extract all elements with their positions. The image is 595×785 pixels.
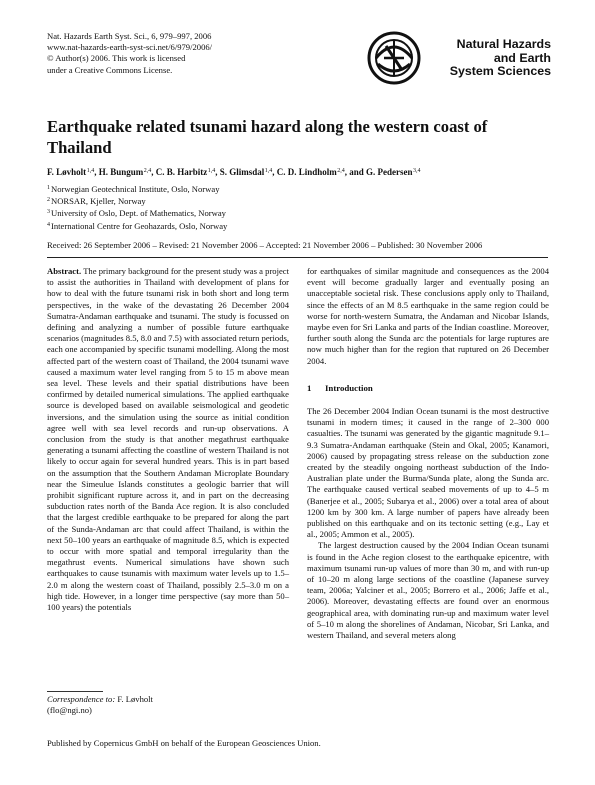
footnote-divider <box>47 691 103 692</box>
publication-dates: Received: 26 September 2006 – Revised: 21 November 2006 – Accepted: 21 November 2006 – Published: 30 November 2006 <box>47 240 483 250</box>
affiliation-list <box>47 183 447 232</box>
left-column <box>47 266 289 613</box>
correspondence-label: Correspondence to: <box>47 694 116 704</box>
license-notice: under a Creative Commons License. <box>47 64 173 75</box>
correspondence-email[interactable]: (flo@ngi.no) <box>47 705 92 716</box>
author: C. B. Harbitz$^{1,4}$ <box>155 167 216 177</box>
abstract-continuation: for earthquakes of similar magnitude and consequences as the 2004 event will become gradually larger and eventually posing an unacceptable societal risk. These conclusions apply only to Thailand, since the effects of an M 8.5 earthquake in the same region could be worse for north-western Sumatra, the Andaman and Nicobar Islands, maybe even for Sri Lanka and parts of the Indian coastline. Moreover, further south along the Sunda arc the potentials for large ruptures are now much higher than for the region that ruptured on 26 December 2004. <box>307 266 549 366</box>
author-list: F. Løvholt$^{1,4}$, H. Bungum$^{2,4}$, C. B. Harbitz$^{1,4}$, S. Glimsdal$^{1,4}$, C. D. Lindholm$^{2,4}$, and G. Pedersen$^{3,4}$ <box>47 167 421 177</box>
abstract-text: The primary background for the present study was a project to assist the authorities in Thailand with development of plans for how to deal with the future tsunami risk in both short and long term perspectives, in the wake of the devastating 26 December 2004 Sumatra-Andaman earthquake and tsunami. The study is focussed on defining and analyzing a number of possible future earthquake scenarios (magnitudes 8.5, 8.0 and 7.5) with associated return periods, each one accompanied by specific tsunami modelling. Along the most affected part of the western coast of Thailand, the 2004 tsunami wave caused a maximum water level ranging from 5 to 15 m above mean sea level. These levels and their spatial distributions have been confirmed by detailed numerical simulations. The applied earthquake source is developed based on available seismological and geodetic inversions, and the simulation using the source as initial condition agree well with sea level records and run-up observations. A conclusion from the study is that another megathrust earthquake generating a tsunami affecting the coastline of western Thailand is not likely to occur again for several hundred years. This is in part based on the assumption that the Southern Andaman Microplate Boundary near the Simeulue Islands constitutes a geologic barrier that will prohibit significant rupture across it, and in part on the decreasing subduction rates north of the Banda Ace region. It is also concluded that the largest credible earthquake to be prepared for along the part of the Sunda-Andaman arc that could affect Thailand, is within the next 50–100 years an earthquake of magnitude 8.5, which is expected to occur with more spatial and temporal irregularity than the megathrust events. Numerical simulations have shown such earthquakes to cause tsunamis with maximum water levels up to 1.5–2.0 m along the western coast of Thailand, possibly 2.5–3.0 m on a high tide. However, in a longer time perspective (say more than 50–100 years) the potentials <box>47 266 290 613</box>
logo-line-2: and Earth <box>493 50 551 65</box>
section-number: 1 <box>307 382 312 393</box>
journal-citation: Nat. Hazards Earth Syst. Sci., 6, 979–997, 2006 <box>47 31 212 41</box>
author: F. Løvholt$^{1,4}$ <box>47 167 95 177</box>
abstract <box>47 266 289 613</box>
affiliation: $^2$NORSAR, Kjeller, Norway <box>47 196 146 207</box>
intro-paragraph-2: The largest destruction caused by the 2004 Indian Ocean tsunami is found in the Ache region closest to the earthquake epicentre, with maximum tsunami run-up values of more than 30 m, and with run-up of 10–20 m along large sections of the coastline (Japanese survey team, 2006a; Yalciner et al., 2005; Borrero et al., 2006; Jaffe et al., 2006). Moreover, devastating effects are found over an enormous geographical area, with dominating run-up and maximum water level of 5–10 m along the shorelines of Andaman, Nicobar, Sri Lanka, and western Thailand, and several meters along <box>307 540 549 641</box>
section-heading <box>307 383 549 394</box>
correspondence-name: F. Løvholt <box>117 694 153 704</box>
affiliation: $^1$Norwegian Geotechnical Institute, Oslo, Norway <box>47 184 220 194</box>
logo-wordmark <box>450 38 551 79</box>
affiliation: $^4$International Centre for Geohazards, Oslo, Norway <box>47 220 228 231</box>
journal-logo <box>366 30 551 88</box>
correspondence-note <box>47 694 153 716</box>
author: C. D. Lindholm$^{2,4}$ <box>276 167 345 177</box>
intro-paragraph-1: The 26 December 2004 Indian Ocean tsunami is the most destructive tsunami in modern times; it caused in the range of 2–300 000 casualties. The tsunami was generated by the gigantic magnitude 9.1–9.3 Sumatra-Andaman earthquake (Stein and Okal, 2005; Kanamori, 2006) caused by propagating stress release on the subduction zone created by the steadily ongoing northeast subduction of the Indo-Australian plate under the Burma/Sunda plate, along the Sunda arc. The earthquake caused vertical seabed movements of up to 4–5 m (Banerjee et al., 2005; Subarya et al., 2006) over a total area of about 1200 km by 300 km. A large number of papers have already been published on this earthquake and on its tectonic setting (e.g., Lay et al., 2005; Ammon et al., 2005). <box>307 406 549 540</box>
nhess-globe-logo-icon <box>366 30 422 86</box>
journal-header <box>47 31 307 76</box>
abstract-label: Abstract. <box>47 266 82 276</box>
copyright-notice: © Author(s) 2006. This work is licensed <box>47 53 186 64</box>
section-title: Introduction <box>325 382 373 393</box>
logo-line-1: Natural Hazards <box>456 37 551 51</box>
author: H. Bungum$^{2,4}$ <box>98 167 152 177</box>
paper-title: Earthquake related tsunami hazard along the western coast of Thailand <box>47 117 488 157</box>
journal-url[interactable]: www.nat-hazards-earth-syst-sci.net/6/979/2006/ <box>47 42 213 53</box>
header-divider <box>47 257 548 258</box>
author: S. Glimsdal$^{1,4}$ <box>219 167 273 177</box>
affiliation: $^3$University of Oslo, Dept. of Mathematics, Norway <box>47 208 226 219</box>
logo-line-3: System Sciences <box>449 64 551 79</box>
publisher-footer: Published by Copernicus GmbH on behalf of the European Geosciences Union. <box>47 738 321 748</box>
author: and G. Pedersen$^{3,4}$ <box>349 167 421 177</box>
right-column <box>307 266 549 641</box>
